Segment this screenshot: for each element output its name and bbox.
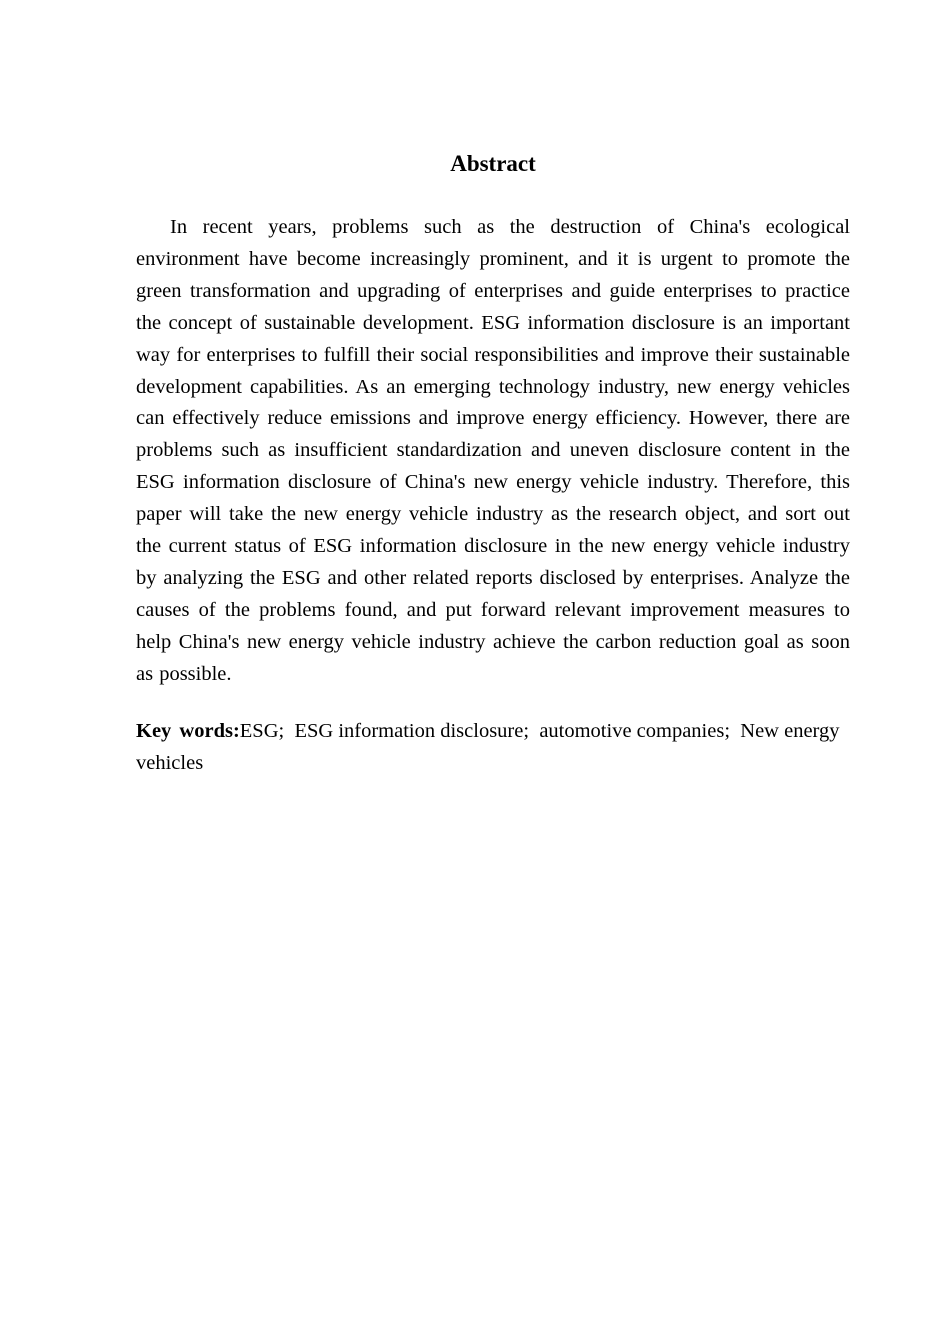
abstract-title: Abstract [450,151,536,176]
keywords-line [136,715,850,779]
keyword-item: ESG; [239,719,285,742]
keyword-item: automotive companies; [539,719,731,742]
abstract-body: In recent years, problems such as the destruction of China's ecological environment have become increasingly prominent, and it is urgent to promote the green transformation and upgrading of enterprises and guide enterprises to practice the concept of sustainable development. ESG information disclosure is an important way for enterprises to fulfill their social responsibilities and improve their sustainable development capabilities. As an emerging technology industry, new energy vehicles can effectively reduce emissions and improve energy efficiency. However, there are problems such as insufficient standardization and uneven disclosure content in the ESG information disclosure of China's new energy vehicle industry. Therefore, this paper will take the new energy vehicle industry as the research object, and sort out the current status of ESG information disclosure in the new energy vehicle industry by analyzing the ESG and other related reports disclosed by enterprises. Analyze the causes of the problems found, and put forward relevant improvement measures to help China's new energy vehicle industry achieve the carbon reduction goal as soon as possible. [136,216,850,685]
keywords-label: Key words: [136,719,240,742]
keyword-item: ESG information disclosure; [294,719,530,742]
document-page [136,148,850,779]
keyword-item: New energy vehicles [136,719,840,774]
